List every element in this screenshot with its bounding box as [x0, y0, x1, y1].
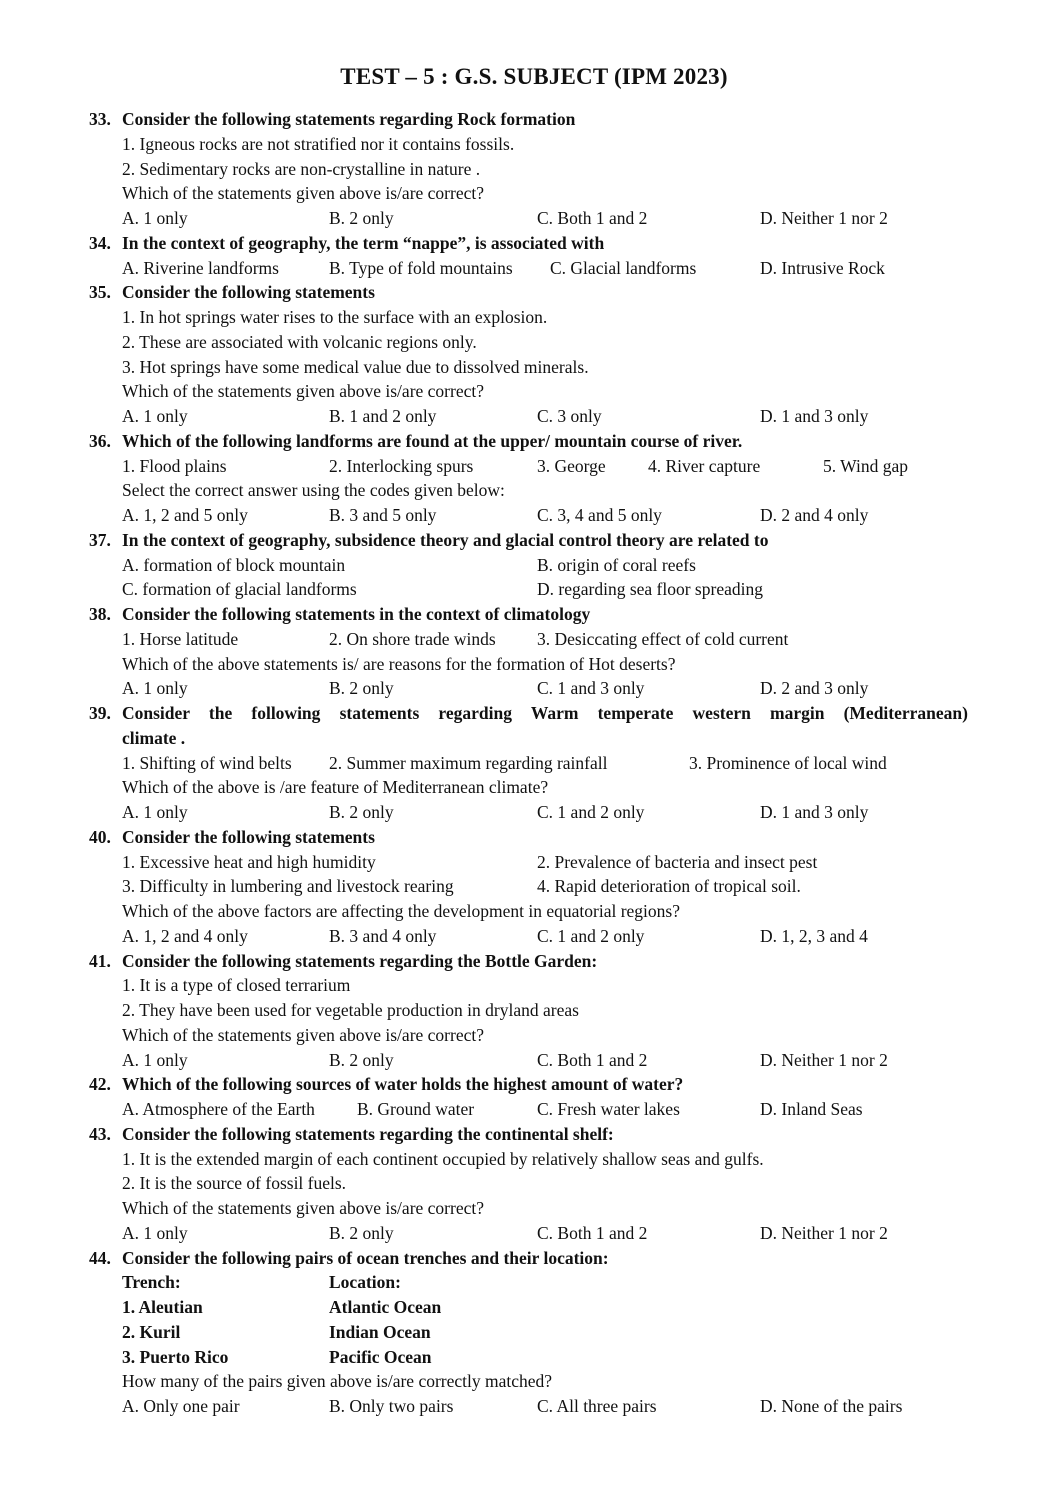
option-a: A. 1, 2 and 5 only	[122, 505, 248, 525]
option-b: B. Ground water	[357, 1099, 475, 1119]
question-text-continued: climate .	[122, 727, 186, 748]
statement: 3. Difficulty in lumbering and livestock rearing	[122, 876, 454, 897]
option-c: C. 3, 4 and 5 only	[537, 505, 662, 525]
statement: 1. Igneous rocks are not stratified nor it contains fossils.	[122, 133, 515, 154]
option-b: B. 2 only	[329, 1049, 394, 1070]
question-text: Consider the following statements regarding Rock formation	[122, 109, 576, 129]
option-c: C. formation of glacial landforms	[122, 579, 357, 600]
statement: 2. Interlocking spurs	[329, 455, 474, 476]
options-row	[0, 503, 1058, 528]
question-text: Which of the following landforms are found at the upper/ mountain course of river.	[122, 430, 743, 451]
table-row	[0, 1320, 1058, 1345]
question-text: In the context of geography, the term “nappe”, is associated with	[122, 232, 605, 253]
question-text: Consider the following statements in the context of climatology	[122, 604, 591, 624]
statement: 1. It is a type of closed terrarium	[122, 975, 351, 996]
question-38-heading	[0, 602, 1058, 627]
option-b: B. 3 and 4 only	[329, 925, 437, 946]
statement: 2. Sedimentary rocks are non-crystalline in nature .	[122, 158, 481, 179]
option-d: D. Neither 1 nor 2	[760, 1222, 888, 1243]
question-33-heading	[0, 107, 1058, 132]
questions-list	[0, 107, 1058, 1419]
option-d: D. 2 and 4 only	[760, 505, 869, 525]
statement: 3. Prominence of local wind	[689, 752, 887, 773]
option-d: D. Intrusive Rock	[760, 257, 885, 278]
option-a: A. 1 only	[122, 678, 188, 699]
option-a: A. Atmosphere of the Earth	[122, 1099, 315, 1119]
option-d: D. 1 and 3 only	[760, 802, 869, 822]
question-number: 36.	[89, 430, 111, 451]
question-number: 44.	[89, 1247, 111, 1268]
option-b: B. origin of coral reefs	[537, 554, 696, 575]
statement: 4. Rapid deterioration of tropical soil.	[537, 876, 801, 897]
option-b: B. 2 only	[329, 1222, 394, 1243]
table-row	[0, 1295, 1058, 1320]
options-row	[0, 1221, 1058, 1246]
statement: 1. Excessive heat and high humidity	[122, 851, 376, 872]
question-36-heading	[0, 429, 1058, 454]
table-row	[0, 1345, 1058, 1370]
options-row	[0, 577, 1058, 602]
statement: 1. Shifting of wind belts	[122, 752, 292, 773]
statement: 2. It is the source of fossil fuels.	[122, 1173, 347, 1194]
option-c: C. 1 and 2 only	[537, 925, 645, 946]
statement: 3. Hot springs have some medical value due to dissolved minerals.	[122, 356, 589, 377]
question-44-heading	[0, 1246, 1058, 1271]
option-a: A. 1, 2 and 4 only	[122, 925, 248, 946]
option-b: B. Only two pairs	[329, 1396, 454, 1416]
question-35-heading	[0, 280, 1058, 305]
statement: 3. Desiccating effect of cold current	[537, 628, 789, 649]
page-title: TEST – 5 : G.S. SUBJECT (IPM 2023)	[340, 64, 728, 89]
option-c: C. Both 1 and 2	[537, 208, 648, 228]
statement: 1. Flood plains	[122, 455, 227, 476]
option-c: C. Both 1 and 2	[537, 1049, 648, 1070]
statement: 3. George	[537, 455, 606, 476]
question-number: 34.	[89, 232, 111, 253]
location-cell: Indian Ocean	[329, 1321, 431, 1342]
option-c: C. All three pairs	[537, 1396, 657, 1416]
question-prompt: Which of the statements given above is/are correct?	[122, 381, 484, 402]
options-row	[0, 404, 1058, 429]
option-a: A. 1 only	[122, 1222, 188, 1243]
trench-cell: 1. Aleutian	[122, 1297, 203, 1317]
question-text: Consider the following statements	[122, 826, 375, 847]
question-prompt: Which of the statements given above is/are correct?	[122, 1198, 484, 1218]
question-37-heading	[0, 528, 1058, 553]
table-header-trench: Trench:	[122, 1272, 181, 1293]
option-a: A. 1 only	[122, 802, 188, 822]
question-number: 33.	[89, 109, 111, 129]
option-a: A. formation of block mountain	[122, 554, 346, 575]
question-prompt: Which of the above is /are feature of Mediterranean climate?	[122, 777, 549, 798]
statement: 2. They have been used for vegetable production in dryland areas	[122, 1000, 579, 1020]
statements-row	[0, 850, 1058, 875]
statements-row	[0, 627, 1058, 652]
question-text: Consider the following statements	[122, 282, 375, 303]
statement: 1. It is the extended margin of each continent occupied by relatively shallow seas and gulfs.	[122, 1148, 764, 1169]
option-d: D. Inland Seas	[760, 1099, 863, 1119]
question-prompt: Select the correct answer using the codes given below:	[122, 480, 505, 501]
question-prompt: Which of the statements given above is/are correct?	[122, 183, 484, 204]
question-number: 37.	[89, 529, 111, 550]
statements-row	[0, 454, 1058, 479]
option-c: C. Fresh water lakes	[537, 1099, 680, 1119]
option-c: C. Glacial landforms	[550, 257, 697, 278]
option-d: D. 1 and 3 only	[760, 406, 869, 426]
question-text: Consider the following statements regarding the continental shelf:	[122, 1123, 614, 1144]
question-40-heading	[0, 825, 1058, 850]
question-prompt: Which of the statements given above is/are correct?	[122, 1024, 484, 1045]
table-header-location: Location:	[329, 1272, 401, 1293]
statement: 1. Horse latitude	[122, 628, 239, 649]
option-b: B. 2 only	[329, 208, 394, 228]
question-number: 40.	[89, 826, 111, 847]
option-b: B. Type of fold mountains	[329, 257, 513, 278]
question-34-heading	[0, 231, 1058, 256]
options-row	[0, 206, 1058, 231]
question-42-heading	[0, 1072, 1058, 1097]
question-text: Consider the following pairs of ocean trenches and their location:	[122, 1247, 609, 1268]
question-number: 41.	[89, 950, 111, 971]
trench-cell: 2. Kuril	[122, 1321, 181, 1342]
option-c: C. 3 only	[537, 406, 602, 426]
options-row	[0, 553, 1058, 578]
option-d: D. None of the pairs	[760, 1396, 903, 1416]
statements-row	[0, 751, 1058, 776]
option-a: A. Only one pair	[122, 1396, 240, 1416]
option-d: D. 1, 2, 3 and 4	[760, 925, 868, 946]
options-row	[0, 256, 1058, 281]
option-c: C. Both 1 and 2	[537, 1222, 648, 1243]
question-43-heading	[0, 1122, 1058, 1147]
question-text: Consider the following statements regarding Warm temperate western margin (Mediterranean)	[122, 703, 968, 723]
pairs-table-header	[0, 1270, 1058, 1295]
options-row	[0, 1048, 1058, 1073]
statement: 2. On shore trade winds	[329, 628, 496, 649]
option-a: A. Riverine landforms	[122, 257, 279, 278]
option-b: B. 3 and 5 only	[329, 505, 437, 525]
option-d: D. regarding sea floor spreading	[537, 579, 763, 600]
option-c: C. 1 and 3 only	[537, 678, 645, 699]
question-text: In the context of geography, subsidence theory and glacial control theory are related to	[122, 529, 769, 550]
question-number: 39.	[89, 703, 111, 723]
question-number: 43.	[89, 1123, 111, 1144]
location-cell: Pacific Ocean	[329, 1346, 432, 1367]
option-b: B. 1 and 2 only	[329, 406, 437, 426]
option-d: D. 2 and 3 only	[760, 678, 869, 699]
question-number: 35.	[89, 282, 111, 303]
options-row	[0, 1394, 1058, 1419]
statement: 1. In hot springs water rises to the surface with an explosion.	[122, 307, 548, 327]
statement: 5. Wind gap	[823, 455, 909, 476]
statement: 2. Prevalence of bacteria and insect pest	[537, 851, 818, 872]
option-b: B. 2 only	[329, 802, 394, 822]
options-row	[0, 924, 1058, 949]
question-number: 42.	[89, 1074, 111, 1095]
option-a: A. 1 only	[122, 208, 188, 228]
statement: 4. River capture	[648, 455, 761, 476]
statement: 2. Summer maximum regarding rainfall	[329, 752, 608, 773]
option-c: C. 1 and 2 only	[537, 802, 645, 822]
question-text: Which of the following sources of water holds the highest amount of water?	[122, 1074, 684, 1095]
location-cell: Atlantic Ocean	[329, 1297, 442, 1317]
statement: 2. These are associated with volcanic regions only.	[122, 331, 477, 352]
question-text: Consider the following statements regarding the Bottle Garden:	[122, 950, 598, 971]
options-row	[0, 676, 1058, 701]
option-a: A. 1 only	[122, 1049, 188, 1070]
question-prompt: Which of the above statements is/ are reasons for the formation of Hot deserts?	[122, 653, 676, 674]
option-a: A. 1 only	[122, 406, 188, 426]
option-b: B. 2 only	[329, 678, 394, 699]
option-d: D. Neither 1 nor 2	[760, 208, 888, 228]
question-41-heading	[0, 949, 1058, 974]
options-row	[0, 800, 1058, 825]
question-number: 38.	[89, 604, 111, 624]
question-prompt: Which of the above factors are affecting the development in equatorial regions?	[122, 901, 680, 921]
trench-cell: 3. Puerto Rico	[122, 1346, 229, 1367]
option-d: D. Neither 1 nor 2	[760, 1049, 888, 1070]
statements-row	[0, 874, 1058, 899]
question-prompt: How many of the pairs given above is/are correctly matched?	[122, 1371, 553, 1392]
question-39-heading	[0, 701, 1058, 726]
options-row	[0, 1097, 1058, 1122]
